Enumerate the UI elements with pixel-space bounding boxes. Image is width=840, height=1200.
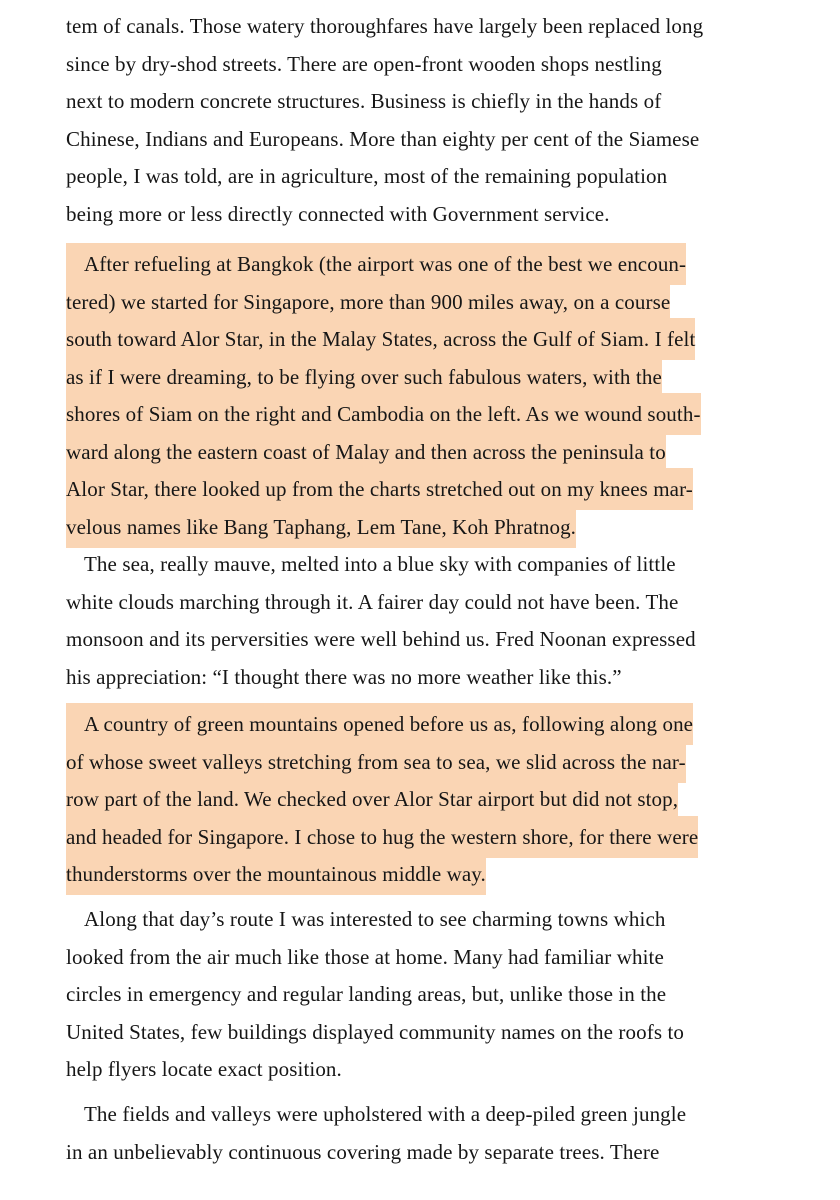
text-line [66,659,778,697]
text-line [66,83,778,121]
line-text: since by dry-shod streets. There are open-front wooden shops nestling [66,51,662,76]
text-line [66,856,778,894]
text-line [66,434,778,472]
highlighted-paragraph [66,706,778,894]
line-text: as if I were dreaming, to be flying over such fabulous waters, with the [66,356,662,398]
paragraph [66,901,778,1089]
text-line [66,781,778,819]
line-text: looked from the air much like those at home. Many had familiar white [66,944,664,969]
paragraph [66,546,778,696]
text-line [66,621,778,659]
text-line [66,509,778,547]
line-text: next to modern concrete structures. Business is chiefly in the hands of [66,89,662,113]
line-text: monsoon and its perversities were well behind us. Fred Noonan expressed [66,627,696,651]
text-line [66,321,778,359]
line-text: and headed for Singapore. I chose to hug the western shore, for there were [66,816,698,858]
line-text: thunderstorms over the mountainous middle way. [66,853,486,895]
text-line [66,196,778,234]
line-text: tem of canals. Those watery thoroughfares have largely been replaced long [66,14,704,38]
line-text: velous names like Bang Taphang, Lem Tane, Koh Phratnog. [66,506,576,548]
line-text: The sea, really mauve, melted into a blue sky with companies of little [84,552,676,576]
text-line [66,46,778,84]
text-line [66,1051,778,1089]
text-line [66,359,778,397]
text-line [66,284,778,322]
line-text: his appreciation: “I thought there was no more weather like this.” [66,664,622,689]
paragraph [66,8,778,233]
text-line [66,158,778,196]
line-text: Alor Star, there looked up from the charts stretched out on my knees mar- [66,468,693,510]
text-line [66,396,778,434]
text-line [66,546,778,584]
text-line [66,246,778,284]
text-line [66,939,778,977]
text-line [66,584,778,622]
line-text: help flyers locate exact position. [66,1057,342,1081]
line-text: shores of Siam on the right and Cambodia on the left. As we wound south- [66,393,701,435]
highlighted-paragraph [66,246,778,546]
line-text: row part of the land. We checked over Alor Star airport but did not stop, [66,778,678,820]
text-line [66,1096,778,1134]
text-line [66,706,778,744]
line-text: Chinese, Indians and Europeans. More than eighty per cent of the Siamese [66,126,700,151]
line-text: white clouds marching through it. A fairer day could not have been. The [66,589,679,614]
line-text: The fields and valleys were upholstered with a deep-piled green jungle [84,1102,687,1126]
text-line [66,819,778,857]
line-text: in an unbelievably continuous covering made by separate trees. There [66,1139,660,1164]
text-line [66,1014,778,1052]
text-line [66,976,778,1014]
line-text: south toward Alor Star, in the Malay States, across the Gulf of Siam. I felt [66,318,695,360]
text-line [66,744,778,782]
text-line [66,8,778,46]
line-text: ward along the eastern coast of Malay and then across the peninsula to [66,431,666,473]
text-line [66,121,778,159]
line-text: circles in emergency and regular landing areas, but, unlike those in the [66,982,667,1006]
line-text: being more or less directly connected with Government service. [66,201,610,226]
line-text: A country of green mountains opened before us as, following along one [66,703,693,745]
text-line [66,471,778,509]
line-text: people, I was told, are in agriculture, most of the remaining population [66,164,668,188]
paragraph [66,1096,778,1171]
line-text: United States, few buildings displayed community names on the roofs to [66,1019,685,1044]
line-text: After refueling at Bangkok (the airport was one of the best we encoun- [66,243,686,285]
line-text: tered) we started for Singapore, more than 900 miles away, on a course [66,281,670,323]
text-line [66,901,778,939]
line-text: of whose sweet valleys stretching from sea to sea, we slid across the nar- [66,741,686,783]
line-text: Along that day’s route I was interested to see charming towns which [84,907,666,931]
text-line [66,1134,778,1172]
